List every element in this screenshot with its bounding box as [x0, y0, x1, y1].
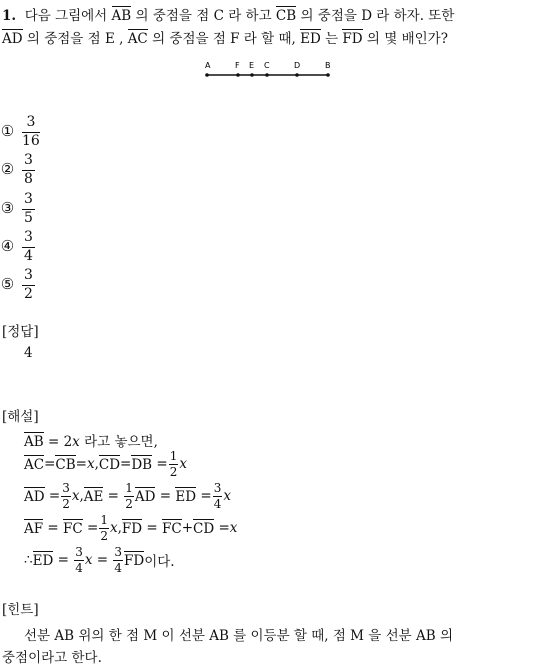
solution-header: [해설] — [2, 409, 39, 425]
option-2[interactable] — [0, 153, 36, 186]
hint-header: [힌트] — [2, 602, 39, 618]
option-fraction: $\frac{3}{2}$ — [24, 267, 33, 302]
solution-line-1: AB = 2x 라고 놓으면, — [24, 434, 158, 450]
answer-value: 4 — [24, 345, 33, 361]
option-marker: ④ — [0, 237, 15, 256]
point-label-a: A — [205, 61, 211, 70]
option-1[interactable] — [0, 115, 41, 148]
segment-figure — [200, 58, 335, 82]
problem-text: 의 몇 배인가? — [362, 31, 448, 47]
segment-fd: FD — [342, 31, 363, 47]
point-e — [250, 73, 254, 77]
answer-header: [정답] — [2, 324, 39, 340]
solution-line-4: AF = FC = $\frac{1}{2}$ x , FD = FC + CD = x — [24, 513, 238, 543]
segment-ed: ED — [300, 31, 321, 47]
problem-number: 1. — [2, 8, 17, 24]
point-f — [236, 73, 240, 77]
option-fraction: $\frac{3}{4}$ — [24, 229, 33, 264]
problem-text: 의 중점을 D 라 하자. 또한 — [296, 8, 455, 24]
segment-ac: AC — [127, 31, 148, 47]
segment-cb: CB — [275, 8, 297, 24]
segment-ab: AB — [111, 8, 132, 24]
segment-ad: AD — [2, 31, 23, 47]
option-5[interactable] — [0, 268, 36, 301]
option-fraction: $\frac{3}{16}$ — [22, 114, 40, 149]
problem-text: 는 — [320, 31, 343, 47]
option-marker: ① — [0, 122, 15, 141]
point-label-c: C — [264, 61, 270, 70]
problem-text: 의 중점을 점 F 라 할 때, — [147, 31, 301, 47]
hint-line-2: 중점이라고 한다. — [2, 650, 102, 666]
point-label-f: F — [235, 61, 240, 70]
option-4[interactable] — [0, 230, 36, 263]
option-fraction: $\frac{3}{5}$ — [24, 191, 33, 226]
problem-text: 다음 그림에서 — [24, 8, 112, 24]
point-label-e: E — [249, 61, 255, 70]
option-marker: ② — [0, 160, 15, 179]
hint-line-1: 선분 AB 위의 한 점 M 이 선분 AB 를 이등분 할 때, 점 M 을 선분 AB 의 — [24, 628, 454, 644]
option-marker: ⑤ — [0, 275, 15, 294]
option-3[interactable] — [0, 192, 36, 225]
problem-line-1 — [2, 4, 454, 24]
point-label-b: B — [325, 61, 331, 70]
solution-line-3: AD = $\frac{3}{2}$ x , AE = $\frac{1}{2}$ AD = ED = $\frac{3}{4}$ x — [24, 481, 231, 511]
solution-line-2: AC = CB = x , CD = DB = $\frac{1}{2}$ x — [24, 449, 187, 479]
point-a — [205, 73, 209, 77]
problem-text: 의 중점을 점 C 라 하고 — [131, 8, 276, 24]
point-d — [295, 73, 299, 77]
solution-line-5: ∴ ED = $\frac{3}{4}$ x = $\frac{3}{4}$ FD 이다. — [24, 545, 175, 575]
problem-line-2 — [2, 27, 448, 47]
point-label-d: D — [294, 61, 301, 70]
option-marker: ③ — [0, 199, 15, 218]
problem-text: 의 중점을 점 E , — [22, 31, 128, 47]
option-fraction: $\frac{3}{8}$ — [24, 152, 33, 187]
point-b — [326, 73, 330, 77]
point-c — [265, 73, 269, 77]
